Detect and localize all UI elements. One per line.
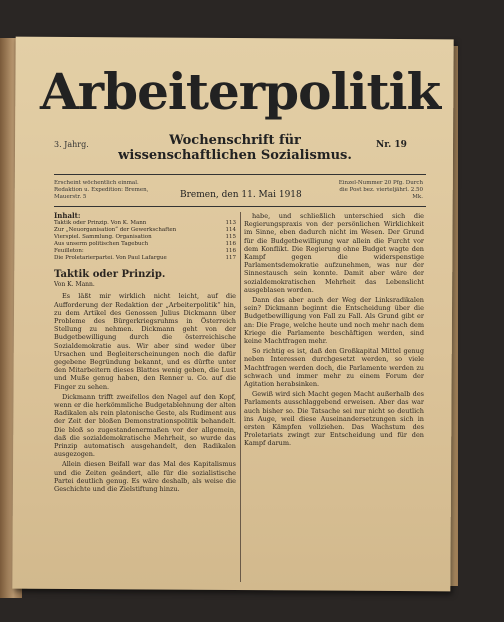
masthead-subtitle: Wochenschrift für wissenschaftlichen Sozialismus. (118, 133, 352, 163)
contents-entry: Vierspiel. Sammlung. Organisation 115 (54, 234, 236, 241)
contents-entry: Zur „Neuorganisation“ der Gewerkschaften 114 (54, 227, 236, 234)
article-paragraph: So richtig es ist, daß den Großkapital Mittel genug neben Interessen durchgesetzt werden, so viele Machtfragen werden doch, die Parlamente werden zu schwach und immer mehr zu einem Forum der Agitation herabsinken. (244, 347, 424, 389)
header-rule (54, 206, 426, 207)
volume-label: 3. Jahrg. (54, 140, 89, 149)
masthead-title: Arbeiterpolitik (40, 62, 441, 121)
article-paragraph: Es läßt mir wirklich nicht leicht, auf die Aufforderung der Redaktion der „Arbeiterpolitik“ hin, zu dem Artikel des Genossen Julius Dickmann über Probleme des Bürgerkriegsruhms in Österreich Stellung zu nehmen. Dickmann geht von der Budgetbewilligung durch die österreichische Sozialdemokratie aus. Wir aber sind weder über Ursachen und Begleiterscheinungen noch die dafür gegebene Begründung bekannt, und es dürfte unter den Mitarbeitern dieses Blattes wenig geben, die Lust und Muße genug haben, den Renner u. Co. auf die Finger zu sehen. (54, 292, 236, 391)
article-byline: Von K. Mann. (54, 281, 95, 289)
publication-info: Erscheint wöchentlich einmal. Redaktion u. Expedition: Bremen, Mauerstr. 5 (54, 180, 149, 200)
dateline: Bremen, den 11. Mai 1918 (180, 190, 302, 200)
left-column (54, 212, 236, 582)
issue-number: Nr. 19 (376, 140, 407, 150)
article-paragraph: Dickmann trifft zweifellos den Nagel auf den Kopf, wenn er die herkömmliche Budgetablehnung der alten Radikalen als rein platonische Geste, als Rudiment aus der Zeit der bloßen Demonstrationspolitik behandelt. Die bloß so zugestandenermaßen vor der allgemein, daß die sozialdemokratische Mehrheit, so wurde das Prinzip automatisch ausgehandelt, den Radikalen ausgezogen. (54, 392, 236, 459)
contents-entry: Feuilleton: 116 (54, 248, 236, 255)
masthead-rule (54, 174, 426, 175)
article-paragraph: Allein diesen Beifall war das Mal des Kapitalismus und die Zeiten geändert, alle für die sozialistische Partei deutlich genug. Es wäre deshalb, als weise die Geschichte und die Zielstiftung hinzu. (54, 460, 236, 494)
contents-entry: Die Proletarierpartei. Von Paul Lafargue 117 (54, 255, 236, 262)
contents-list (54, 220, 236, 262)
right-column (244, 212, 424, 582)
article-paragraph: Dann das aber auch der Weg der Linksradikalen sein? Dickmann beginnt die Entscheidung über die Budgetbewilligung von Fall zu Fall. Als Grund gibt er an: Die Frage, welche heute und noch mehr nach dem Kriege die Parlamente beschäftigen werden, sind keine Machtfragen mehr. (244, 296, 424, 346)
article-paragraph: Gewiß wird sich Macht gegen Macht außerhalb des Parlaments ausschlaggebend erweisen. Aber das war auch bisher so. Die Tatsache sei nur nicht so deutlich ins Auge, weil diese Auseinandersetzungen sich in ersten Kämpfen vollziehen. Das Wachstum des Proletariats zwingt zur Entscheidung und für den Kampf darum. (244, 390, 424, 448)
article-paragraph: habe, und schließlich unterschied sich die Regierungspraxis von der persönlichen Wirklichkeit im Sinne, eben dadurch nicht im Wesen. Der Grund für die Budgetbewilligung war allein die Furcht vor dem Konflikt. Die Regierung ohne Budget wagte den Kampf gegen die widerspenstige Parlamentsdemokratie aufzunehmen, was nur der Sinnestausch sein konnte. Damit aber wäre der sozialdemokratischen Mehrheit das Lebenslicht ausgeblasen worden. (244, 212, 424, 294)
contents-heading: Inhalt: (54, 212, 81, 220)
column-separator (240, 212, 241, 582)
contents-entry: Taktik oder Prinzip. Von K. Mann 113 (54, 220, 236, 227)
article-title: Taktik oder Prinzip. (54, 269, 166, 281)
contents-entry: Aus unserm politischen Tagebuch 116 (54, 241, 236, 248)
price-info: Einzel-Nummer 20 Pfg. Durch die Post bez. vierteljährl. 2.50 Mk. (338, 180, 423, 200)
